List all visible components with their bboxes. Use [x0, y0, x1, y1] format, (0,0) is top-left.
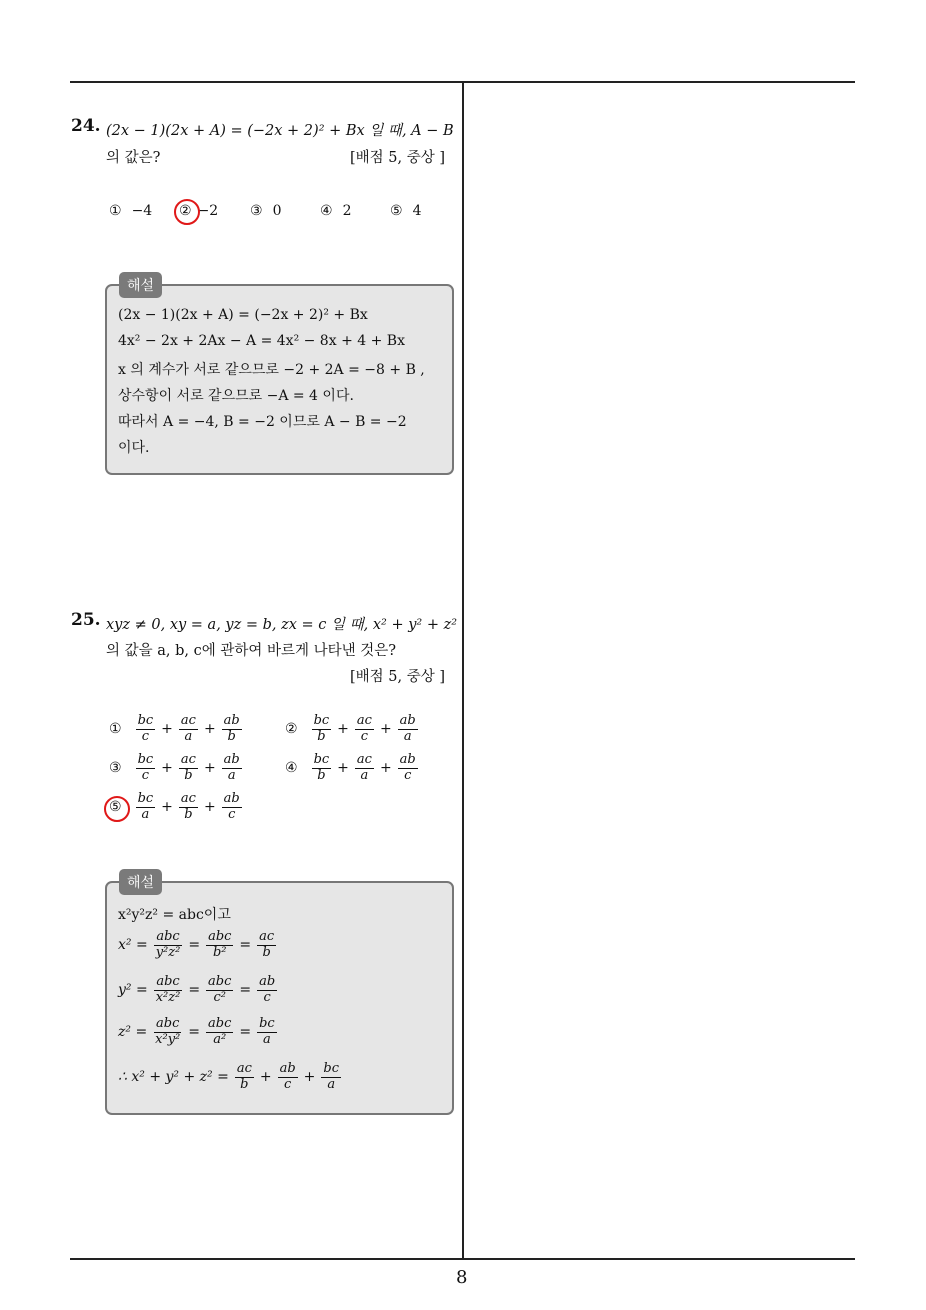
q25-solution-z2-row: [118, 1017, 279, 1048]
q24-choice-3-num: ③: [250, 203, 263, 219]
fraction: $\frac{bc}{a}$: [259, 1016, 275, 1047]
fraction: $\frac{ac}{b}$: [180, 752, 196, 783]
q25-choice-1-num: ①: [109, 721, 122, 738]
plus-sign: +: [203, 760, 216, 777]
fraction: $\frac{ac}{a}$: [180, 713, 196, 744]
plus-sign: +: [337, 760, 349, 777]
plus-sign: +: [337, 721, 349, 738]
plus-sign: +: [379, 721, 392, 738]
q24-solution-line-5: 따라서 A = −4, B = −2 이므로 A − B = −2: [118, 414, 407, 430]
q24-solution-line-3: x 의 계수가 서로 같으므로 −2 + 2A = −8 + B ,: [118, 362, 425, 378]
q25-choice-1[interactable]: [109, 714, 244, 745]
q24-choice-1-num: ①: [109, 203, 122, 219]
plus-sign: +: [303, 1069, 316, 1086]
question-24-line1: (2x − 1)(2x + A) = (−2x + 2)² + Bx 일 때, A − B: [106, 123, 454, 139]
z2-lhs: z² =: [118, 1024, 148, 1041]
q24-choice-1[interactable]: [109, 203, 152, 219]
y2-lhs: y² =: [118, 982, 148, 999]
q24-choice-4[interactable]: [320, 203, 351, 219]
q24-solution-line-1: (2x − 1)(2x + A) = (−2x + 2)² + Bx: [118, 307, 368, 323]
fraction: $\frac{\text{abc}}{\text{x²z²}}$: [155, 974, 181, 1005]
q24-solution-line-2: 4x² − 2x + 2Ax − A = 4x² − 8x + 4 + Bx: [118, 333, 405, 349]
q25-choice-5-num: ⑤: [109, 799, 122, 816]
equals-sign: =: [239, 1024, 252, 1041]
q24-choice-1-text: −4: [131, 203, 153, 219]
fraction: $\frac{bc}{b}$: [313, 713, 330, 744]
plus-sign: +: [203, 721, 216, 738]
page-number: 8: [456, 1267, 468, 1288]
fraction: $\frac{\text{abc}}{\text{x²y²}}$: [155, 1016, 181, 1047]
fraction: $\frac{ac}{a}$: [356, 752, 372, 783]
plus-sign: +: [259, 1069, 272, 1086]
q24-choice-4-text: 2: [342, 203, 352, 219]
equals-sign: =: [188, 1024, 201, 1041]
q25-solution-label: 해설: [119, 869, 162, 895]
question-25-meta: [배점 5, 중상 ]: [350, 669, 446, 685]
fraction: $\frac{ab}{b}$: [223, 713, 240, 744]
q24-solution-line-6: 이다.: [118, 440, 150, 456]
q24-choice-3-text: 0: [272, 203, 282, 219]
fraction: $\frac{ac}{b}$: [180, 791, 196, 822]
q24-choice-5-num: ⑤: [390, 203, 403, 219]
q25-choice-4[interactable]: [285, 753, 420, 784]
fraction: $\frac{bc}{b}$: [313, 752, 330, 783]
column-divider: [462, 82, 464, 1260]
q25-choice-2[interactable]: [285, 714, 420, 745]
fraction: $\frac{ab}{c}$: [223, 791, 240, 822]
question-25-line2: 의 값을 a, b, c에 관하여 바르게 나타낸 것은?: [106, 643, 397, 659]
q25-solution-y2-row: [118, 975, 279, 1006]
fraction: $\frac{ab}{a}$: [223, 752, 240, 783]
fraction: $\frac{bc}{a}$: [323, 1061, 340, 1092]
fraction: $\frac{ab}{a}$: [399, 713, 416, 744]
question-25-line1: xyz ≠ 0, xy = a, yz = b, zx = c 일 때, x² + y² + z²: [106, 617, 458, 633]
q24-choice-4-num: ④: [320, 203, 333, 219]
equals-sign: =: [188, 982, 201, 999]
q25-choice-3[interactable]: [109, 753, 244, 784]
question-24-line2: 의 값은?: [106, 150, 161, 166]
q24-answer-circle-mark: [174, 199, 200, 225]
q25-choice-2-num: ②: [285, 721, 298, 738]
q24-choice-5-text: 4: [412, 203, 422, 219]
q25-answer-circle-mark: [104, 796, 130, 822]
fraction: $\frac{ab}{c}$: [399, 752, 416, 783]
q24-solution-label: 해설: [119, 272, 162, 298]
q24-choice-2-num: ②: [179, 203, 192, 219]
bottom-rule: [70, 1258, 855, 1260]
final-lhs: ∴ x² + y² + z² =: [118, 1069, 229, 1086]
q24-choice-3[interactable]: [250, 203, 281, 219]
fraction: $\frac{\text{abc}}{\text{c²}}$: [208, 974, 232, 1005]
fraction: $\frac{ab}{c}$: [279, 1061, 296, 1092]
plus-sign: +: [161, 721, 173, 738]
plus-sign: +: [161, 799, 173, 816]
q25-solution-line-1: x²y²z² = abc이고: [118, 907, 231, 923]
fraction: $\frac{ab}{c}$: [259, 974, 276, 1005]
q25-choice-3-num: ③: [109, 760, 122, 777]
equals-sign: =: [188, 937, 201, 954]
question-25-number: 25.: [71, 610, 101, 630]
question-24-number: 24.: [71, 116, 101, 136]
q24-choice-5[interactable]: [390, 203, 421, 219]
equals-sign: =: [239, 937, 252, 954]
plus-sign: +: [379, 760, 392, 777]
x2-lhs: x² =: [118, 937, 148, 954]
q25-choice-4-num: ④: [285, 760, 298, 777]
fraction: $\frac{bc}{c}$: [137, 713, 154, 744]
q24-solution-line-4: 상수항이 서로 같으므로 −A = 4 이다.: [118, 388, 354, 404]
question-24-meta: [배점 5, 중상 ]: [350, 150, 446, 166]
q25-solution-x2-row: [118, 930, 278, 961]
q24-choice-2-text: −2: [197, 203, 219, 219]
fraction: $\frac{\text{abc}}{\text{a²}}$: [208, 1016, 232, 1047]
fraction: $\frac{bc}{c}$: [137, 752, 154, 783]
plus-sign: +: [161, 760, 173, 777]
fraction: $\frac{ac}{c}$: [356, 713, 372, 744]
plus-sign: +: [203, 799, 216, 816]
q25-solution-final-row: [118, 1062, 343, 1093]
fraction: $\frac{ac}{b}$: [259, 929, 275, 960]
fraction: $\frac{ac}{b}$: [236, 1061, 252, 1092]
fraction: $\frac{\text{abc}}{\text{b²}}$: [208, 929, 232, 960]
fraction: $\frac{\text{abc}}{\text{y²z²}}$: [155, 929, 181, 960]
equals-sign: =: [239, 982, 252, 999]
fraction: $\frac{bc}{a}$: [137, 791, 154, 822]
